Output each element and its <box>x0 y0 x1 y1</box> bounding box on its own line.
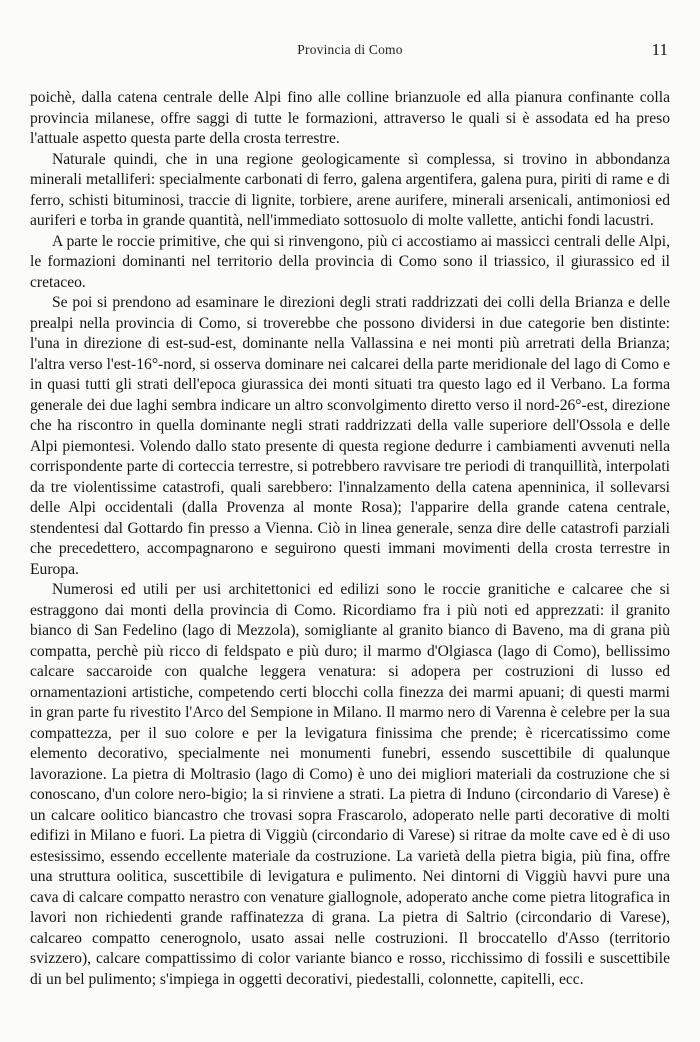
running-title: Provincia di Como <box>297 42 403 57</box>
paragraph: A parte le roccie primitive, che qui si rinvengono, più ci accostiamo ai massicci centrali delle Alpi, le formazioni dominanti nel territorio della provincia di Como sono il triassico, il giurassico ed il cretaceo. <box>30 232 670 291</box>
page-number: 11 <box>651 40 668 59</box>
paragraph: Numerosi ed utili per usi architettonici ed edilizi sono le roccie granitiche e calcaree che si estraggono dai monti della provincia di Como. Ricordiamo fra i più noti ed apprezzati: il granito bianco di San Fedelino (lago di Mezzola), somigliante al granito bianco di Baveno, ma di grana più compatta, perchè più ricco di feldspato e più duro; il marmo d'Olgiasca (lago di Como), bellissimo calcare saccaroide con qualche leggera venatura: si adopera per costruzioni di lusso ed ornamentazioni artistiche, competendo certi blocchi colla finezza dei marmi apuani; di questi marmi in gran parte fu rivestito l'Arco del Sempione in Milano. Il marmo nero di Varenna è celebre per la sua compattezza, per il suo colore e per la levigatura finissima che prende; è ricercatissimo come elemento decorativo, specialmente nei monumenti funebri, essendo suscettibile di qualunque lavorazione. La pietra di Moltrasio (lago di Como) è uno dei migliori materiali da costruzione che si conoscano, d'un colore nero-bigio; la si rinviene a strati. La pietra di Induno (circondario di Varese) è un calcare oolitico biancastro che trovasi sopra Frascarolo, adoperato nelle parti decorative di molti edifizi in Milano e fuori. La pietra di Viggiù (circondario di Varese) si ritrae da molte cave ed è di uso estesissimo, essendo eccellente materiale da costruzione. La varietà della pietra bigia, più fina, offre una struttura oolitica, suscettibile di levigatura e pulimento. Nei dintorni di Viggiù havvi pure una cava di calcare compatto nerastro con venature giallognole, adoperato anche come pietra litografica in lavori non richiedenti grande raffinatezza di grana. La pietra di Saltrio (circondario di Varese), calcareo compatto cenerognolo, usato assai nelle costruzioni. Il broccatello d'Asso (territorio svizzero), calcare compattissimo di color variante bianco e rosso, ricchissimo di fossili e suscettibile di un bel pulimento; s'impiega in oggetti decorativi, piedestalli, colonnette, capitelli, ecc. <box>30 581 670 988</box>
running-header <box>30 42 670 64</box>
paragraph: Naturale quindi, che in una regione geologicamente sì complessa, si trovino in abbondanza minerali metalliferi: specialmente carbonati di ferro, galena argentifera, galena pura, piriti di rame e di ferro, schisti bituminosi, traccie di lignite, torbiere, arene aurifere, minerali arsenicali, antimoniosi ed auriferi e torba in grande quantità, nell'immediato sottosuolo di molte vallette, antichi fondi lacustri. <box>30 150 670 229</box>
paragraph: Se poi si prendono ad esaminare le direzioni degli strati raddrizzati dei colli della Brianza e delle prealpi nella provincia di Como, si troverebbe che possono dividersi in due categorie ben distinte: l'una in direzione di est-sud-est, dominante nella Vallassina e nei monti più arretrati della Brianza; l'altra verso l'est-16°-nord, si osserva dominare nei calcarei della parte meridionale del lago di Como e in quasi tutti gli strati dell'epoca giurassica dei monti situati tra questo lago ed il Verbano. La forma generale dei due laghi sembra indicare un altro sconvolgimento diretto verso il nord-26°-est, direzione che ha riscontro in quella dominante negli strati raddrizzati della valle superiore dell'Ossola e delle Alpi piemontesi. Volendo dallo stato presente di questa regione dedurre i cambiamenti avvenuti nella corrispondente parte di corteccia terrestre, si potrebbero ravvisare tre periodi di tranquillità, interpolati da tre violentissime catastrofi, quali sarebbero: l'innalzamento della catena apenninica, il sollevarsi delle Alpi occidentali (dalla Provenza al monte Rosa); l'apparire della grande catena centrale, stendentesi dal Gottardo fin presso a Vienna. Ciò in linea generale, senza dire delle catastrofi parziali che precedettero, accompagnarono e seguirono questi immani movimenti della crosta terrestre in Europa. <box>30 294 670 578</box>
paragraph: poichè, dalla catena centrale delle Alpi fino alle colline brianzuole ed alla pianura confinante colla provincia milanese, offre saggi di tutte le formazioni, attraverso le quali si è assodata ed ha preso l'attuale aspetto questa parte della crosta terrestre. <box>30 89 670 147</box>
body-text <box>30 88 670 990</box>
